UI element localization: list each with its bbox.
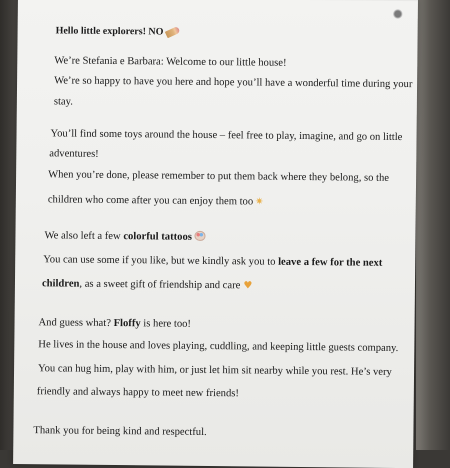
letter-line-3: stay.	[53, 96, 73, 108]
sparkle-emoji-icon: ✷	[255, 196, 264, 208]
photo-background-right	[416, 0, 450, 450]
letter-line-11	[38, 316, 191, 331]
heading-text: Hello little explorers! NO	[55, 25, 164, 38]
guess-what-text: And guess what?	[38, 317, 112, 329]
letter-line-14: friendly and always happy to meet new friends!	[36, 386, 239, 400]
paper-top-edge	[18, 0, 418, 1]
sweet-gift-text: , as a sweet gift of friendship and care	[79, 278, 241, 292]
colorful-tattoos-bold: colorful tattoos	[123, 231, 192, 243]
letter-line-15: Thank you for being kind and respectful.	[33, 425, 207, 438]
palette-emoji-icon	[195, 231, 206, 241]
letter-line-10	[42, 277, 252, 292]
letter-line-4: You’ll find some toys around the house – feel free to play, imagine, and go on little	[50, 128, 403, 144]
letter-line-5: adventures!	[49, 148, 99, 160]
leave-few-bold: leave a few for the next	[278, 256, 383, 269]
floffy-bold: Floffy	[113, 318, 141, 330]
letter-heading	[56, 24, 180, 38]
children-bold: children	[41, 278, 80, 290]
letter-line-2: We’re so happy to have you here and hope you’ll have a wonderful time during your	[54, 75, 413, 91]
letter-line-9	[43, 253, 382, 270]
punch-hole-icon	[392, 8, 404, 20]
here-too-text: is here too!	[143, 318, 192, 330]
letter-paper	[13, 0, 418, 468]
letter-line-12: He lives in the house and loves playing, cuddling, and keeping little guests company.	[38, 339, 399, 355]
toys-line-text: children who come after you can enjoy them too	[47, 194, 254, 208]
letter-line-1: We’re Stefania e Barbara: Welcome to our little house!	[54, 55, 287, 69]
letter-line-7	[48, 193, 264, 208]
use-some-text: You can use some if you like, but we kindly ask you to	[43, 254, 276, 268]
letter-line-13: You can hug him, play with him, or just let him sit nearby while you rest. He’s very	[38, 363, 392, 378]
tattoos-line-text: We also left a few	[44, 230, 121, 243]
letter-line-6: When you’re done, please remember to put them back where they belong, so the	[48, 169, 390, 184]
pencil-emoji-icon	[165, 26, 181, 38]
letter-line-8	[44, 229, 206, 244]
heart-emoji-icon: ♥	[243, 280, 253, 292]
